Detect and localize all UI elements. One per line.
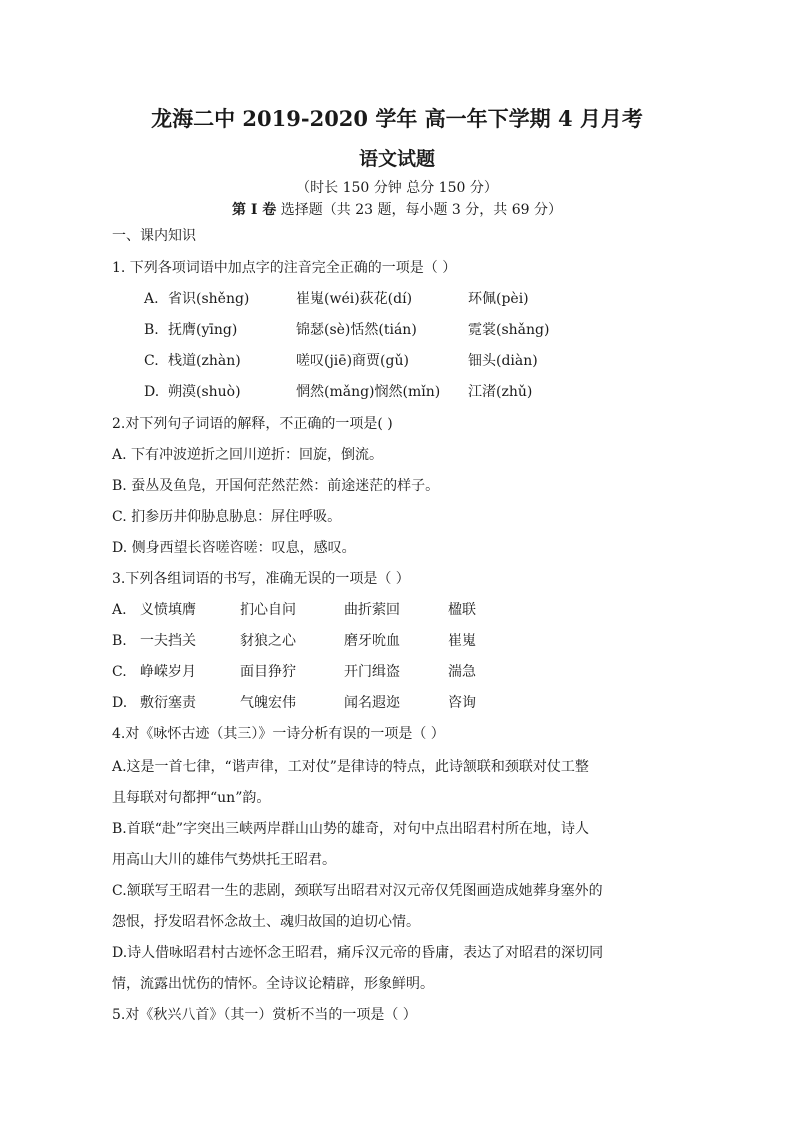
q3-option-a [112, 600, 476, 620]
q1-option-c [144, 351, 538, 371]
option-item: 嗟叹(jiē)商贾(gǔ) [296, 353, 409, 369]
q4-line: A.这是一首七律，“谐声律，工对仗”是律诗的特点，此诗颔联和颈联对仗工整 [112, 759, 589, 775]
option-item: 气魄宏伟 [240, 695, 296, 711]
q2-option-c: C. 扪参历井仰胁息胁息：屏住呼吸。 [112, 509, 342, 525]
option-item: 面目狰狞 [240, 664, 296, 680]
option-label: B. [112, 633, 127, 649]
q1-option-b [144, 320, 549, 340]
q4-line: B.首联“赴”字突出三峡两岸群山山势的雄奇，对句中点出昭君村所在地，诗人 [112, 821, 590, 837]
option-item: 惘然(mǎng)悯然(mǐn) [296, 384, 441, 400]
option-item: 朔漠(shuò) [168, 384, 241, 400]
option-item: 环佩(pèi) [468, 291, 529, 307]
option-item: 江渚(zhǔ) [468, 384, 533, 400]
option-item: 开门缉盗 [344, 664, 400, 680]
q4-line: C.颔联写王昭君一生的悲剧，颈联写出昭君对汉元帝仅凭图画造成她葬身塞外的 [112, 883, 603, 899]
option-item: 曲折萦回 [344, 602, 400, 618]
section-desc: 选择题（共 23 题，每小题 3 分，共 69 分） [276, 202, 562, 218]
option-item: 锦瑟(sè)恬然(tián) [296, 322, 417, 338]
option-item: 霓裳(shǎng) [468, 322, 550, 338]
option-item: 咨询 [448, 695, 476, 711]
q1-option-d [144, 382, 532, 402]
option-item: 磨牙吮血 [344, 633, 400, 649]
option-item: 楹联 [448, 602, 476, 618]
q2-option-b: B. 蚕丛及鱼凫，开国何茫然茫然：前途迷茫的样子。 [112, 478, 440, 494]
option-label: D. [112, 695, 128, 711]
option-item: 钿头(diàn) [468, 353, 538, 369]
q4-stem: 4.对《咏怀古迹（其三）》一诗分析有误的一项是（ ） [112, 726, 445, 742]
q1-option-a [144, 289, 529, 309]
exam-title: 龙海二中 2019-2020 学年 高一年下学期 4 月月考 [151, 106, 643, 131]
q2-option-a: A. 下有冲波逆折之回川逆折：回旋，倒流。 [112, 447, 384, 463]
option-item: 义愤填膺 [140, 602, 196, 618]
q3-option-b [112, 631, 476, 651]
option-label: A. [112, 602, 127, 618]
q4-line: D.诗人借咏昭君村古迹怀念王昭君，痛斥汉元帝的昏庸，表达了对昭君的深切同 [112, 945, 604, 961]
q4-line: 情，流露出忧伤的情怀。全诗议论精辟，形象鲜明。 [112, 976, 434, 992]
option-item: 扪心自问 [240, 602, 296, 618]
option-label: C. [144, 353, 159, 369]
option-item: 一夫挡关 [140, 633, 196, 649]
option-item: 抚膺(yīng) [168, 322, 238, 338]
option-item: 湍急 [448, 664, 476, 680]
option-item: 闻名遐迩 [344, 695, 400, 711]
q3-option-c [112, 662, 476, 682]
exam-meta: （时长 150 分钟 总分 150 分） [296, 180, 498, 196]
q2-stem: 2.对下列句子词语的解释，不正确的一项是( ) [112, 416, 393, 432]
option-item: 省识(shěng) [168, 291, 250, 307]
part-heading: 一、课内知识 [112, 228, 196, 244]
q1-stem: 1. 下列各项词语中加点字的注音完全正确的一项是（ ） [112, 260, 457, 276]
q4-line: 用高山大川的雄伟气势烘托王昭君。 [112, 852, 336, 868]
section-heading [0, 200, 794, 220]
exam-subtitle: 语文试题 [358, 148, 435, 170]
option-item: 峥嵘岁月 [140, 664, 196, 680]
option-label: B. [144, 322, 159, 338]
option-label: A. [144, 291, 159, 307]
option-item: 栈道(zhàn) [168, 353, 241, 369]
q2-option-d: D. 侧身西望长咨嗟咨嗟：叹息，感叹。 [112, 540, 356, 556]
option-label: D. [144, 384, 160, 400]
option-item: 崔嵬 [448, 633, 476, 649]
option-item: 崔嵬(wéi)荻花(dí) [296, 291, 413, 307]
q3-stem: 3.下列各组词语的书写，准确无误的一项是（ ） [112, 571, 410, 587]
section-label: 第 I 卷 [232, 202, 277, 218]
option-item: 敷衍塞责 [140, 695, 196, 711]
q5-stem: 5.对《秋兴八首》（其一）赏析不当的一项是（ ） [112, 1007, 417, 1023]
option-item: 豺狼之心 [240, 633, 296, 649]
option-label: C. [112, 664, 127, 680]
q3-option-d [112, 693, 476, 713]
q4-line: 怨恨，抒发昭君怀念故土、魂归故国的迫切心情。 [112, 914, 420, 930]
q4-line: 且每联对句都押“un”韵。 [112, 790, 271, 806]
